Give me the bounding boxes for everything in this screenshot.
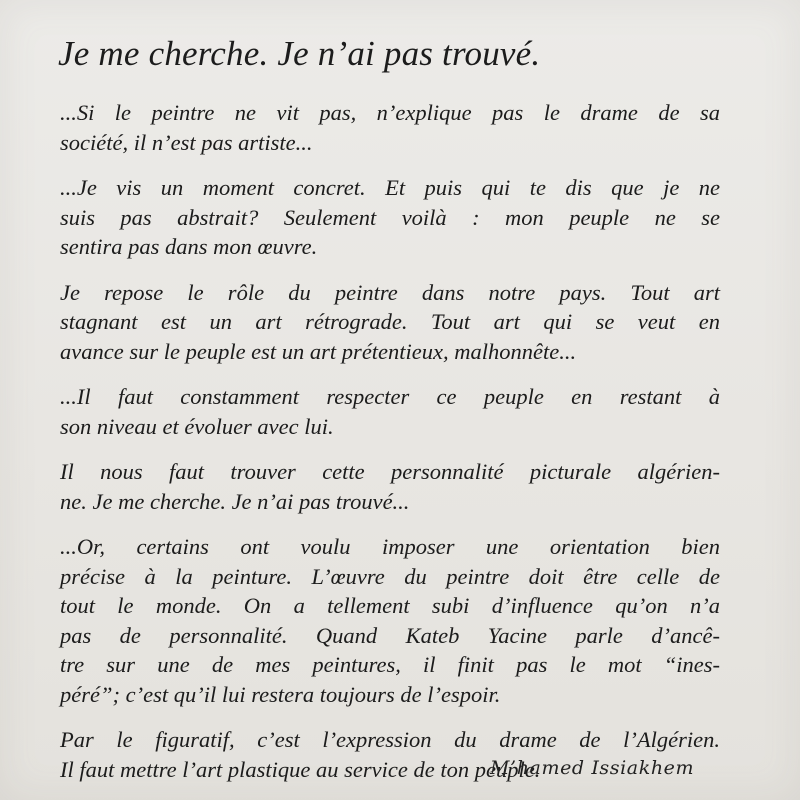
text-line: précise à la peinture. L’œuvre du peintre doit être celle de	[60, 563, 720, 589]
text-line: péré”; c’est qu’il lui restera toujours de l’espoir.	[60, 681, 501, 707]
quote-body	[60, 98, 720, 800]
text-line: ne. Je me cherche. Je n’ai pas trouvé...	[60, 488, 410, 514]
text-line: Il nous faut trouver cette personnalité picturale algérien-	[60, 459, 720, 484]
paragraph	[60, 382, 720, 441]
text-line: ...Si le peintre ne vit pas, n’explique pas le drame de sa	[60, 100, 720, 125]
text-line: son niveau et évoluer avec lui.	[60, 413, 334, 439]
text-line: Je repose le rôle du peintre dans notre pays. Tout art	[60, 279, 720, 305]
text-line: ...Il faut constamment respecter ce peuple en restant à	[60, 384, 720, 409]
text-line: tout le monde. On a tellement subi d’influence qu’on n’a	[60, 593, 720, 618]
text-line: stagnant est un art rétrograde. Tout art qui se veut en	[60, 309, 720, 334]
text-line: Il faut mettre l’art plastique au service de ton peuple.	[60, 756, 541, 782]
paragraph	[60, 278, 720, 367]
author-signature: M’hamed Issiakhem	[490, 757, 695, 779]
text-line: tre sur une de mes peintures, il finit pas le mot “ines-	[60, 652, 720, 677]
paragraph	[60, 173, 720, 262]
text-line: Par le figuratif, c’est l’expression du drame de l’Algérien.	[60, 727, 720, 752]
text-line: pas de personnalité. Quand Kateb Yacine parle d’ancê-	[60, 622, 720, 648]
text-line: ...Or, certains ont voulu imposer une orientation bien	[60, 534, 720, 559]
text-line: ...Je vis un moment concret. Et puis qui te dis que je ne	[60, 175, 720, 200]
text-line: sentira pas dans mon œuvre.	[60, 234, 318, 259]
paragraph	[60, 98, 720, 157]
page-title: Je me cherche. Je n’ai pas trouvé.	[58, 34, 541, 73]
text-line: société, il n’est pas artiste...	[60, 129, 313, 155]
text-line: suis pas abstrait? Seulement voilà : mon peuple ne se	[60, 204, 720, 230]
paragraph	[60, 457, 720, 516]
text-line: avance sur le peuple est un art prétentieux, malhonnête...	[60, 338, 577, 364]
paragraph	[60, 532, 720, 709]
